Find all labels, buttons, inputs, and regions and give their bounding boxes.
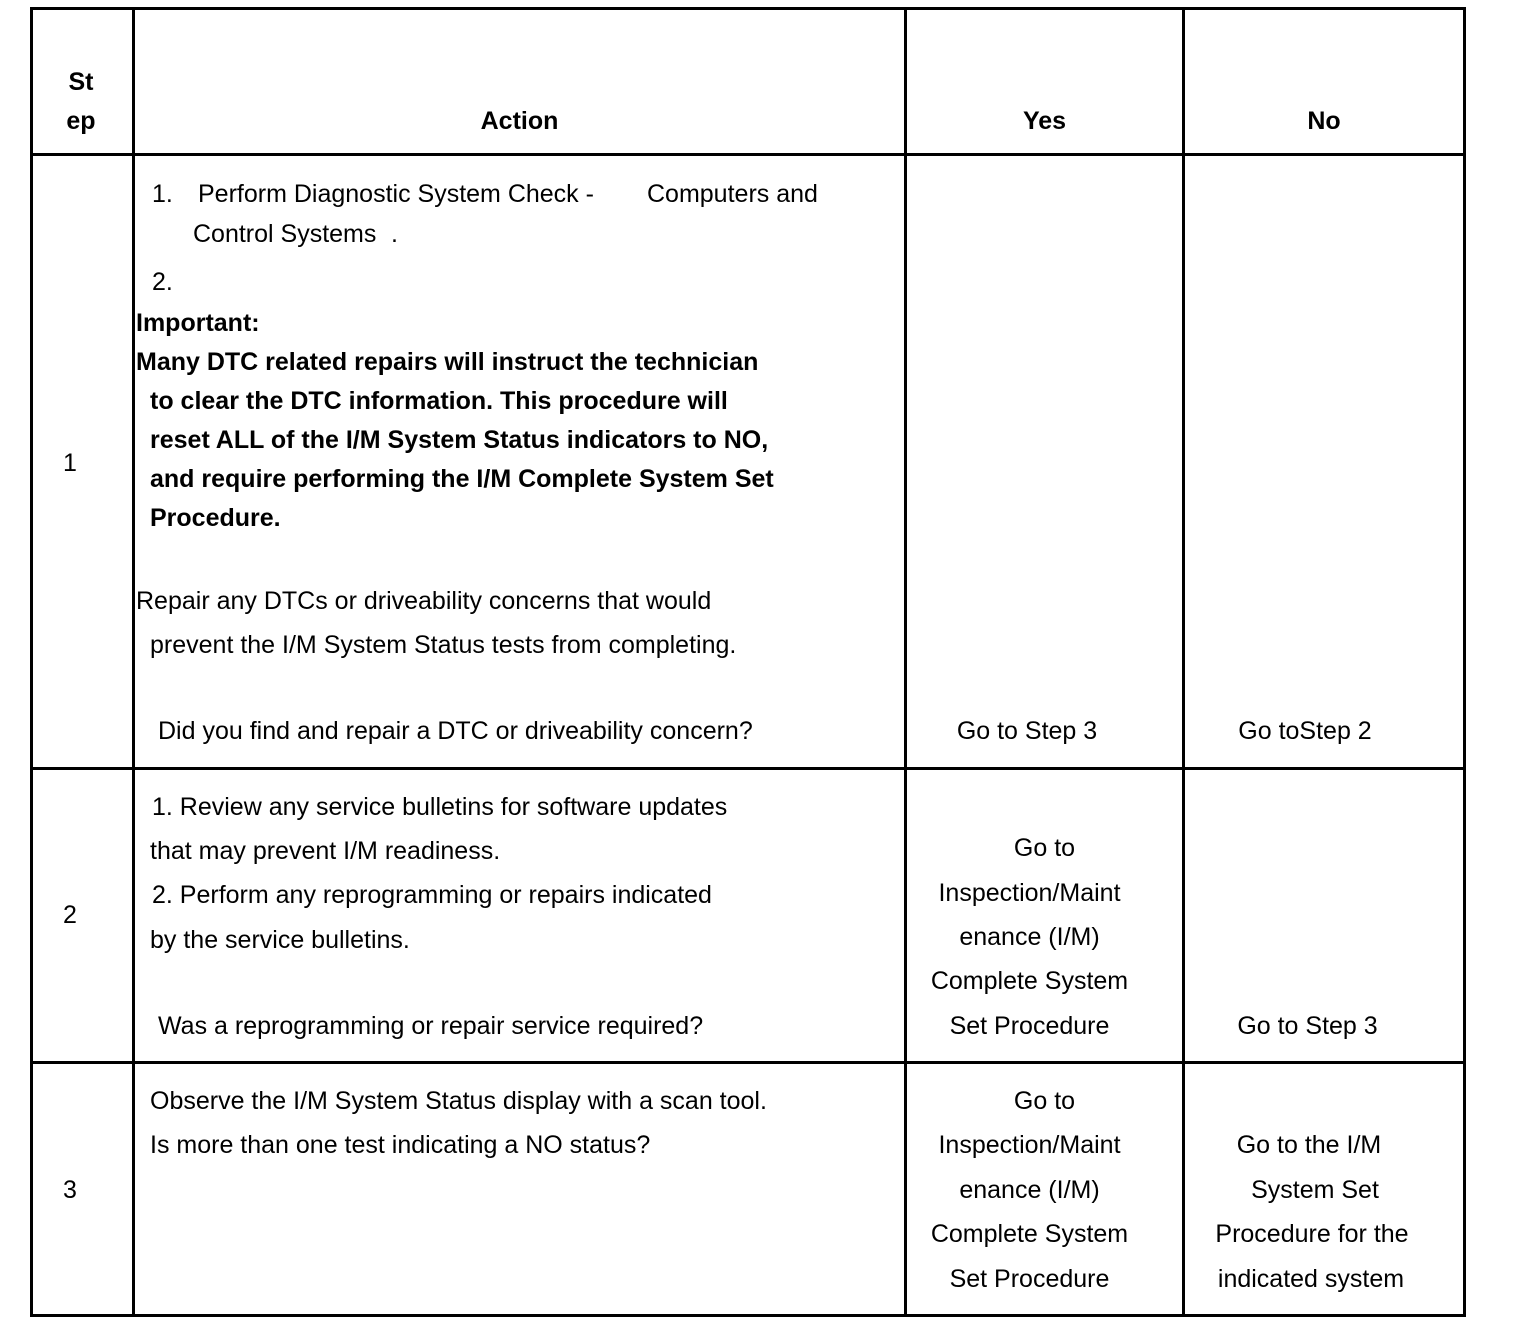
computers-and-control-systems-link-line2[interactable]: Control Systems — [193, 220, 377, 248]
header-action: Action — [480, 107, 559, 135]
row2-yes-link-line[interactable]: Go to — [1013, 834, 1076, 862]
header-step-line2: ep — [66, 107, 96, 135]
row2-yes-link-line[interactable]: Set Procedure — [949, 1012, 1110, 1040]
row2-yes-link-line[interactable]: enance (I/M) — [959, 923, 1100, 951]
row1-no-link[interactable]: Go toStep 2 — [1238, 717, 1372, 745]
header-no: No — [1307, 107, 1341, 135]
row1-step: 1 — [63, 449, 77, 477]
row2-action-line: by the service bulletins. — [150, 926, 410, 954]
row1-item2-number: 2. — [152, 268, 173, 296]
important-line: and require performing the I/M Complete System Set — [150, 465, 774, 493]
diagnostic-table — [30, 7, 1466, 1317]
row3-action-line: Is more than one test indicating a NO status? — [150, 1131, 651, 1159]
computers-and-control-systems-link[interactable]: Computers and — [647, 180, 818, 208]
row1-item1-line1: Perform Diagnostic System Check - — [198, 180, 594, 208]
table-border-right — [1463, 7, 1466, 1317]
table-border-left — [30, 7, 33, 1317]
row2-no-link[interactable]: Go to Step 3 — [1237, 1012, 1378, 1040]
column-divider-step — [132, 7, 135, 1317]
row2-step: 2 — [63, 901, 77, 929]
important-line: reset ALL of the I/M System Status indicators to NO, — [150, 426, 769, 454]
row-divider-2 — [30, 1061, 1466, 1064]
row3-yes-link-line[interactable]: Set Procedure — [949, 1265, 1110, 1293]
row1-question: Did you find and repair a DTC or driveability concern? — [158, 717, 753, 745]
row3-yes-link-line[interactable]: Inspection/Maint — [938, 1131, 1121, 1159]
row2-question: Was a reprogramming or repair service required? — [158, 1012, 704, 1040]
row2-action-line: 2. Perform any reprogramming or repairs indicated — [152, 881, 712, 909]
important-line: Many DTC related repairs will instruct the technician — [136, 348, 759, 376]
row2-action-line: 1. Review any service bulletins for software updates — [152, 793, 728, 821]
table-border-bottom — [30, 1314, 1466, 1317]
row2-yes-link-line[interactable]: Inspection/Maint — [938, 879, 1121, 907]
row1-item1-number: 1. — [152, 180, 173, 208]
row2-action-line: that may prevent I/M readiness. — [150, 837, 501, 865]
row3-action-line: Observe the I/M System Status display with a scan tool. — [150, 1087, 767, 1115]
row1-repair-line: Repair any DTCs or driveability concerns that would — [136, 587, 712, 615]
row3-yes-link-line[interactable]: Go to — [1013, 1087, 1076, 1115]
column-divider-action — [904, 7, 907, 1317]
row1-item1-period: . — [391, 220, 398, 248]
important-label: Important: — [136, 309, 260, 337]
header-yes: Yes — [1022, 107, 1067, 135]
row3-no-link-line[interactable]: Go to the I/M — [1236, 1131, 1382, 1159]
important-line: to clear the DTC information. This procedure will — [150, 387, 728, 415]
header-divider — [30, 153, 1466, 156]
header-step-line1: St — [68, 68, 94, 96]
row3-no-link-line[interactable]: Procedure for the — [1215, 1220, 1409, 1248]
row3-yes-link-line[interactable]: Complete System — [930, 1220, 1129, 1248]
important-line: Procedure. — [150, 504, 281, 532]
row1-repair-line: prevent the I/M System Status tests from completing. — [150, 631, 737, 659]
table-border-top — [30, 7, 1466, 10]
row1-yes-link[interactable]: Go to Step 3 — [956, 717, 1098, 745]
row3-no-link-line[interactable]: indicated system — [1217, 1265, 1405, 1293]
row2-yes-link-line[interactable]: Complete System — [930, 967, 1129, 995]
row3-no-link-line[interactable]: System Set — [1251, 1176, 1379, 1204]
row-divider-1 — [30, 767, 1466, 770]
column-divider-yes — [1182, 7, 1185, 1317]
row3-yes-link-line[interactable]: enance (I/M) — [959, 1176, 1100, 1204]
row3-step: 3 — [63, 1176, 77, 1204]
